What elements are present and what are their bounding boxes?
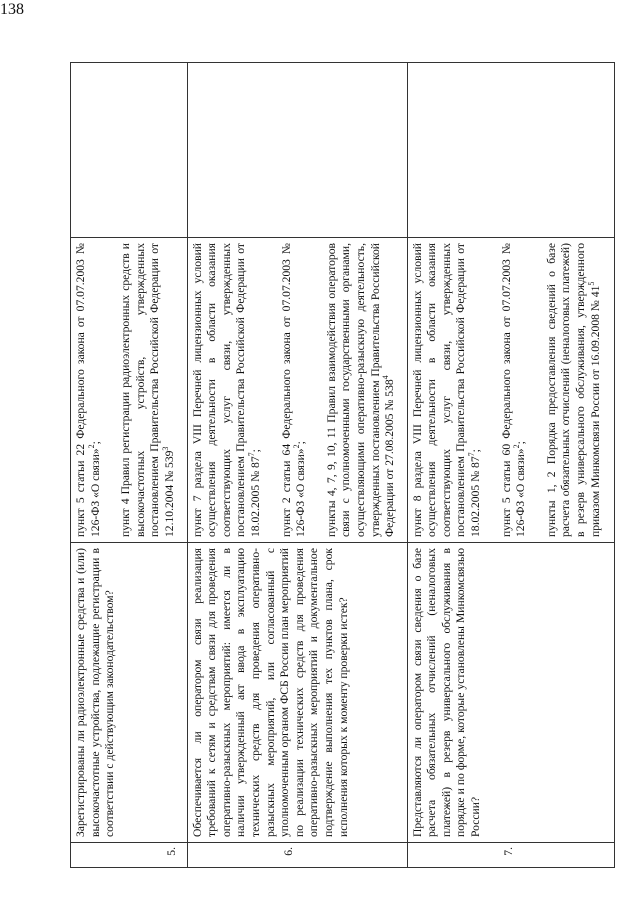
page-number: 138: [0, 1, 24, 18]
legal-reference: пункт 5 статьи 60 Федерального закона от 07.07.2003 № 126-ФЗ «О связи»$^2$;: [499, 243, 528, 537]
row-number: 6.: [281, 847, 295, 856]
legal-reference: пункт 8 раздела VIII Перечней лицензионных условий осуществления деятельности в области оказания соответствующих услуг связи, утвержденных постановлением Правительства Российской Федерации от 18.02.2005 № $87^7$;: [410, 243, 483, 537]
answer-cell: [71, 63, 188, 238]
checklist-table: [70, 62, 615, 868]
legal-reference: пункт 4 Правил регистрации радиоэлектронных средств и высокочастотных устройств, утвержденных постановлением Правительства Российской Федерации от 12.10.2004 № $539^3$: [119, 243, 176, 537]
row-number: 7.: [501, 847, 515, 856]
answer-cell: [407, 63, 614, 238]
table-row: [187, 63, 407, 868]
question-cell: Представляются ли оператором связи сведения о базе расчета обязательных отчислений (неналоговых платежей) в резерв универсального обслуживания в порядке и по форме, которые установлены Минкомсвязью России?: [407, 543, 614, 843]
row-number: 5.: [165, 847, 178, 856]
table-row: [407, 63, 614, 868]
legal-reference: пункт 7 раздела VIII Перечней лицензионных условий осуществления деятельности в области оказания соответствующих услуг связи, утвержденных постановлением Правительства Российской Федерации от 18.02.2005 № $87^7$;: [190, 243, 262, 537]
legal-reference-cell: [407, 238, 614, 543]
legal-reference: пункты 1, 2 Порядка предоставления сведений о базе расчета обязательных отчислений (неналоговых платежей) в резерв универсального обслуживания, утвержденного приказом Минкомсвязи России от 16.09.2008 № $41^5$: [544, 243, 602, 537]
answer-cell: [187, 63, 407, 238]
row-number-cell: [187, 843, 407, 868]
row-number-cell: [407, 843, 614, 868]
table-row: [71, 63, 188, 868]
legal-reference: пункт 5 статьи 22 Федерального закона от 07.07.2003 № 126-ФЗ «О связи»$^2$;: [74, 243, 102, 537]
legal-reference: пункт 2 статьи 64 Федерального закона от 07.07.2003 № 126-ФЗ «О связи»$^2$;: [279, 243, 308, 537]
legal-reference-cell: [187, 238, 407, 543]
question-cell: Обеспечивается ли оператором связи реализация требований к сетям и средствам связи для проведения оперативно-разыскных мероприятий: имеется ли в наличии утвержденный акт ввода в эксплуатацию технических средств для проведения оперативно-разыскных мероприятий, или согласованный с уполномоченным органом ФСБ России план мероприятий по реализации технических средств для проведения оперативно-разыскных мероприятий и документальное подтверждение выполнения тех пунктов плана, срок исполнения которых к моменту проверки истек?: [187, 543, 407, 843]
legal-reference: пункты 4, 7, 9, 10, 11 Правил взаимодействия операторов связи с уполномоченными государственными органами, осуществляющими оперативно-разыскную деятельность, утвержденных постановлением Правительства Российской Федерации от 27.08.2005 № $538^4$: [324, 243, 397, 537]
row-number-cell: [71, 843, 188, 868]
question-cell: Зарегистрированы ли радиоэлектронные средства и (или) высокочастотные устройства, подлежащие регистрации в соответствии с действующим законодательством?: [71, 543, 188, 843]
legal-reference-cell: [71, 238, 188, 543]
rotated-table-wrapper: [70, 63, 602, 868]
